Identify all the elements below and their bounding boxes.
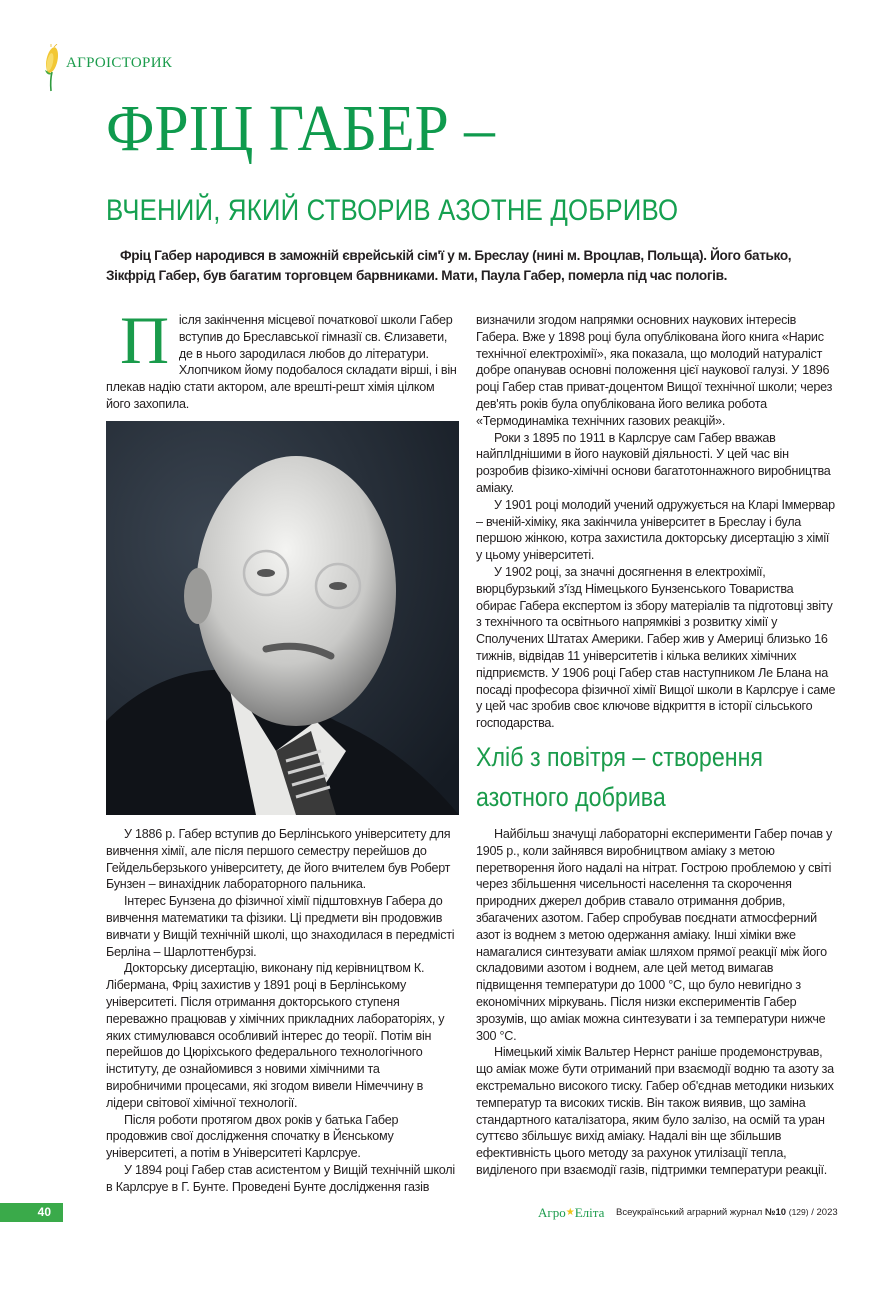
paragraph: Роки з 1895 по 1911 в Карлсруе сам Габер вважав найплІднішими в його науковій діяльності. У цей час він розробив фізико-хімічні основи багатотоннажного виробництва аміаку. xyxy=(476,430,831,495)
lead-paragraph: Фріц Габер народився в заможній єврейській сім'ї у м. Бреслау (нині м. Вроцлав, Польща). Його батько, Зікфрід Габер, був багатим торговцем барвниками. Мати, Паула Габер, померла під час пологів. xyxy=(106,248,792,283)
magazine-logo xyxy=(538,1205,604,1221)
journal-name: Всеукраїнський аграрний журнал xyxy=(616,1207,763,1218)
column-1-intro xyxy=(106,302,458,413)
issue-total: (129) xyxy=(788,1207,809,1217)
star-icon: ★ xyxy=(565,1207,575,1218)
wheat-ear-icon xyxy=(41,44,63,92)
section-heading-line-2: азотного добрива xyxy=(476,782,666,812)
page-number: 40 xyxy=(37,1205,51,1219)
paragraph: У 1894 році Габер став асистентом у Вищій технічній школі в Карлсруе в Г. Бунте. Проведені Бунте дослідження газів xyxy=(106,1162,455,1194)
section-heading xyxy=(476,737,786,817)
portrait-photo xyxy=(106,421,459,815)
column-1-body xyxy=(106,826,458,1196)
paragraph: Найбільш значущі лабораторні експерименти Габер почав у 1905 р., коли зайнявся виробництвом аміаку з метою перетворення його надалі на нітрат. Гострою проблемою у світі через збільшення чисельності населення та скорочення природних джерел добрив ставало отримання добрив, збагачених азотом. Габер спробував поєднати атмосферний азот із воднем з метою одержання аміаку. Інші хіміки вже намагалися синтезувати аміак шляхом прямої реакції між його складовими азотом і воднем, але цей метод вимагав підвищення температури до 1000 °С, що було невигідно з економічних міркувань. Після низки експериментів Габер зрозумів, що аміак можна синтезувати і за температури нижче 300 °С. xyxy=(476,827,833,1043)
section-heading-line-1: Хліб з повітря – створення xyxy=(476,742,763,772)
paragraph: У 1886 р. Габер вступив до Берлінського університету для вивчення хімії, але після першого семестру перейшов до Гейдельберзького університету, де його вчителем був Роберт Бунзен – винахідник лабораторного пальника. xyxy=(106,827,451,892)
drop-cap: П xyxy=(120,302,169,378)
paragraph: Німецький хімік Вальтер Нернст раніше продемонстрував, що аміак може бути отриманий при взаємодії водню та азоту за екстремально високого тиску. Габер об'єднав методики низьких температур та високих тисків. Він також виявив, що заміна стандартного каталізатора, яким було залізо, на осмій та уран суттєво збільшує вихід аміаку. Надалі він ще збільшив ефективність цього методу за рахунок утилізації тепла, виділеного при взаємодії газів, підтримки температури реакції. xyxy=(476,1045,834,1177)
column-2-body xyxy=(476,312,836,732)
paragraph: У 1902 році, за значні досягнення в електрохімії, вюрцбурзький з'їзд Німецького Бунзенського Товариства обирає Габера експертом із збору матеріалів та підготовці звіту з технічного та освітнього напрямківі з розвитку хімії у Сполучених Штатах Америки. Габер жив у Америці близько 16 тижнів, відвідав 11 університетів і кілька великих хімічних підприємств. У 1906 році Габер став наступником Ле Блана на посаді професора фізичної хімії Вищої школи в Карлсруе і саме у цей час зробив своє ключове відкриття в історії сільського господарства. xyxy=(476,564,836,731)
intro-paragraph: ісля закінчення місцевої початкової школи Габер вступив до Бреславської гімназії св. Єлизавети, де в нього зародилася любов до літератури. Хлопчиком йому подобалося складати вірші, і він плекав надію стати актором, але врешті-решт хімія цілком його захопила. xyxy=(106,313,457,411)
article-subtitle: ВЧЕНИЙ, ЯКИЙ СТВОРИВ АЗОТНЕ ДОБРИВО xyxy=(106,194,679,227)
paragraph: Інтерес Бунзена до фізичної хімії підштовхнув Габера до вивчення математики та фізики. Ці предмети він продовжив вивчати у Вищій технічній школі, що знаходилася в передмісті Берліна – Шарлоттенбурзі. xyxy=(106,894,455,959)
section-rubric: АГРОІСТОРИК xyxy=(66,55,173,71)
issue-number: №10 xyxy=(764,1207,787,1218)
column-2-section xyxy=(476,826,838,1179)
paragraph: Після роботи протягом двох років у батька Габер продовжив свої дослідження спочатку в Йєнському університеті, а потім в Університеті Карлсруе. xyxy=(106,1112,399,1161)
paragraph: Докторську дисертацію, виконану під керівництвом К. Лібермана, Фріц захистив у 1891 році в Берлінському університеті. Після отримання докторського ступеня переважно працював у хімічних прикладних лабораторіях, у яких стимулювався особливий інтерес до теорії. Потім він перейшов до Цюріхського федерального технологічного інституту, де ознайомився з новими хімічними та виробничими процесами, які згодом вивели Німеччину в лідери світової хімічної технології. xyxy=(106,961,445,1110)
paragraph: визначили згодом напрямки основних наукових інтересів Габера. Вже у 1898 році була опублікована його книга «Нарис технічної електрохімії», яка показала, що молодий натураліст добре опанував основні положення цієї наукової галузі. У 1896 році Габер став приват-доцентом Вищої технічної школи; через дев'ять років була опублікована його велика робота «Термодинаміка технічних газових реакцій». xyxy=(476,313,833,428)
issue-year: / 2023 xyxy=(811,1207,838,1218)
logo-text-elita: Еліта xyxy=(574,1205,605,1220)
logo-text-agro: Агро xyxy=(538,1205,566,1220)
article-title: ФРІЦ ГАБЕР – xyxy=(106,92,495,165)
paragraph: У 1901 році молодий учений одружується на Кларі Іммервар – вченій-хіміку, яка закінчила університет в Бреслау і була першою жінкою, котра захистила докторську дисертацію з хімії у цьому університеті. xyxy=(476,497,835,563)
page-number-bar xyxy=(0,1203,63,1222)
portrait-illustration xyxy=(106,421,459,815)
journal-info xyxy=(616,1207,838,1218)
